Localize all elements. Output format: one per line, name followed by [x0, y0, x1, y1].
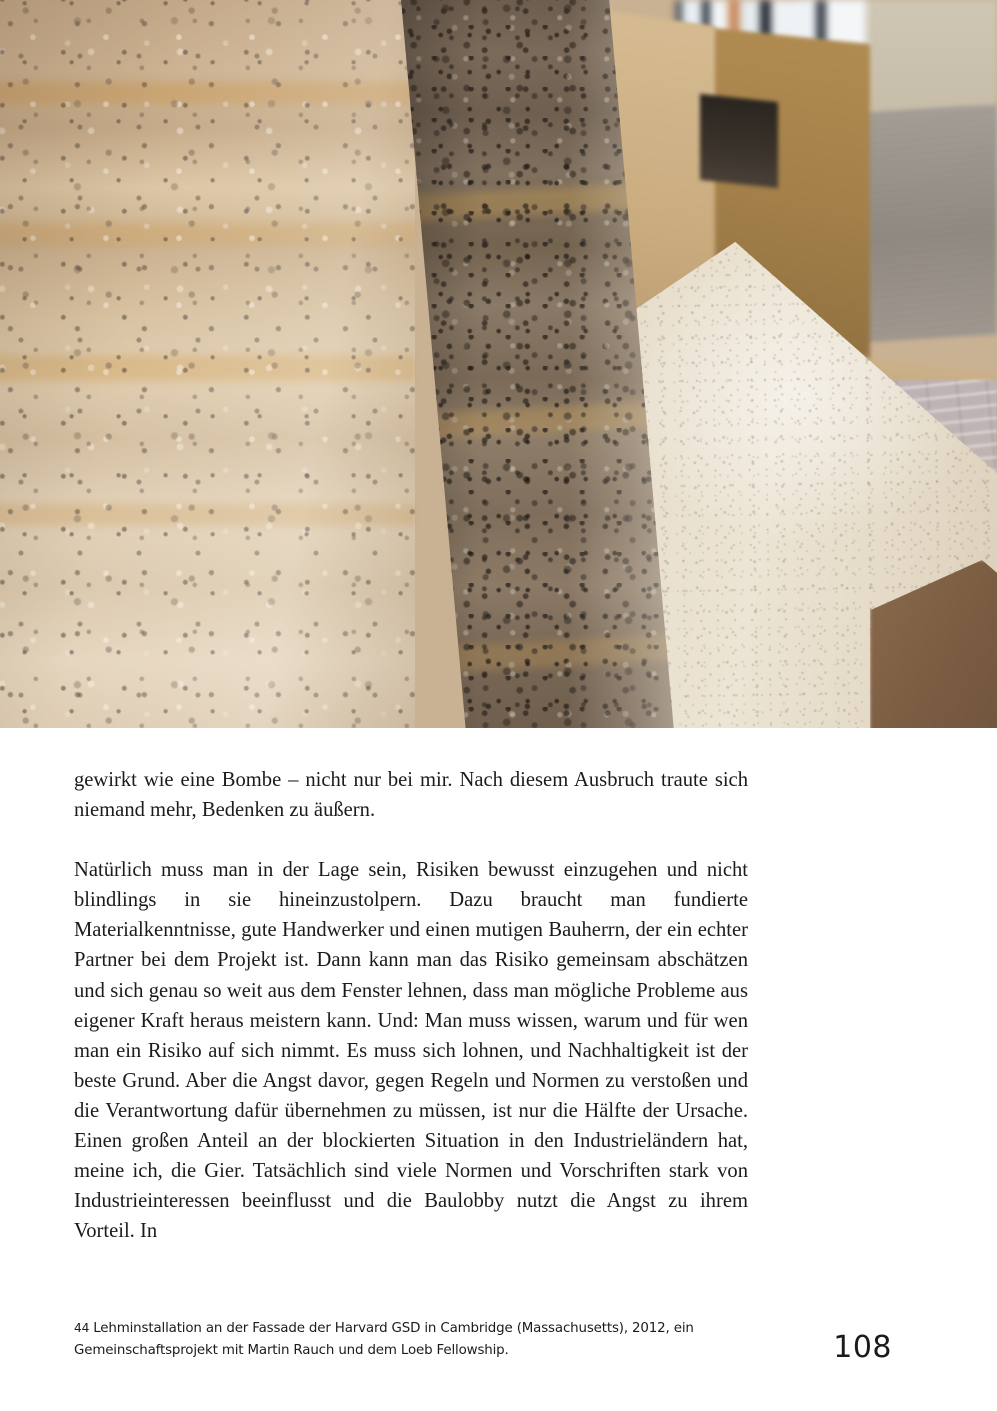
- paragraph-continuation: gewirkt wie eine Bombe – nicht nur bei mir. Nach diesem Ausbruch traute sich niemand mehr, Bedenken zu äußern.: [74, 769, 748, 822]
- body-text-block: [74, 765, 748, 1246]
- rammed-earth-shading: [0, 0, 415, 728]
- figure-caption: [74, 1318, 774, 1361]
- wall-niche-opening: [700, 94, 778, 188]
- rammed-earth-wall-left: [0, 0, 415, 728]
- figure-caption-text: Lehminstallation an der Fassade der Harvard GSD in Cambridge (Massachusetts), 2012, ein Gemeinschaftsprojekt mit Martin Rauch und dem Loeb Fellowship.: [74, 1321, 694, 1358]
- paragraph-main: Natürlich muss man in der Lage sein, Risiken bewusst einzugehen und nicht blindlings in sie hineinzustolpern. Dazu braucht man fundierte Materialkenntnisse, gute Handwerker und einen mutigen Bauherrn, der ein echter Partner bei dem Projekt ist. Dann kann man das Risiko gemeinsam abschätzen und sich genau so weit aus dem Fenster lehnen, dass man mögliche Probleme aus eigener Kraft heraus meistern kann. Und: Man muss wissen, warum und für wen man ein Risiko auf sich nimmt. Es muss sich lohnen, und Nachhaltigkeit ist der beste Grund. Aber die Angst davor, gegen Regeln und Normen zu verstoßen und die Verantwortung dafür übernehmen zu müssen, ist nur die Hälfte der Ursache. Einen großen Anteil an der blockierten Situation in den Industrieländern hat, meine ich, die Gier. Tatsächlich sind viele Normen und Vorschriften stark von Industrieinteressen beeinflusst und die Baulobby nutzt die Angst zu ihrem Vorteil. In: [74, 859, 748, 1243]
- figure-number: 44: [74, 1321, 90, 1335]
- page-footer: [74, 1318, 924, 1365]
- page-number: 108: [833, 1330, 892, 1365]
